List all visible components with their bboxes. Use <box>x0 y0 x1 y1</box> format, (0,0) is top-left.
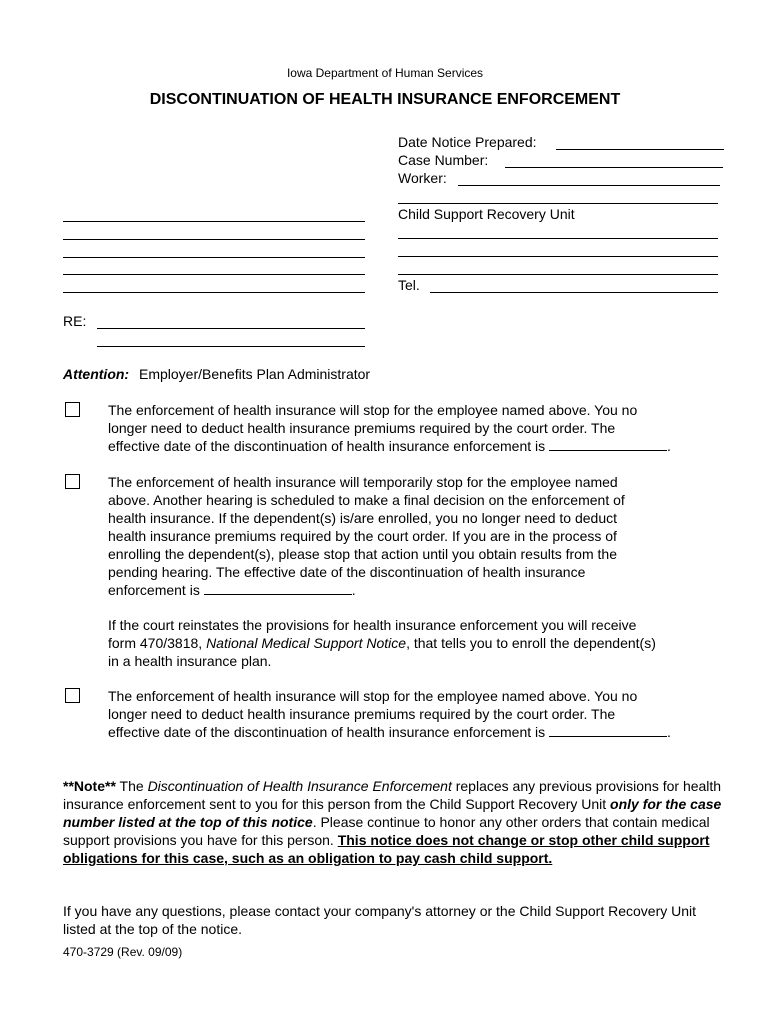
form-title: DISCONTINUATION OF HEALTH INSURANCE ENFORCEMENT <box>149 91 621 108</box>
option-2-checkbox[interactable] <box>65 474 80 489</box>
reinstate-line: in a health insurance plan. <box>108 653 272 669</box>
note-paragraph: **Note** The Discontinuation of Health Insurance Enforcement replaces any previous provisions for health insurance enforcement sent to you for this person from the Child Support Recovery Unit only for the case number listed at the top of this notice. Please continue to honor any other orders that contain medical support provisions you have for this person. This notice does not change or stop other child support obligations for this case, such as an obligation to pay cash child support. <box>63 778 722 866</box>
option-1-line: longer need to deduct health insurance premiums required by the court order. The <box>108 420 616 436</box>
option-1-checkbox[interactable] <box>65 402 80 417</box>
reinstate-line: If the court reinstates the provisions for health insurance enforcement you will receive <box>108 617 637 633</box>
attention-row <box>63 366 370 382</box>
date-notice-prepared-line[interactable] <box>556 149 724 150</box>
note-emphasis: This notice does not change or stop other child support obligations for this case, such as an obligation to pay cash child support. <box>63 832 710 866</box>
employer-address-line-3[interactable] <box>63 257 365 258</box>
date-notice-prepared-label: Date Notice Prepared: <box>398 134 537 150</box>
unit-address-line-2[interactable] <box>398 256 718 257</box>
case-number-line[interactable] <box>505 167 723 168</box>
option-2-line: health insurance. If the dependent(s) is/are enrolled, you no longer need to deduct <box>108 510 618 526</box>
option-3-line: longer need to deduct health insurance premiums required by the court order. The <box>108 706 616 722</box>
worker-line-2[interactable] <box>398 203 718 204</box>
attention-label: Attention: <box>63 366 130 382</box>
option-1-line: The enforcement of health insurance will stop for the employee named above. You no <box>108 402 638 418</box>
option-2-line: The enforcement of health insurance will temporarily stop for the employee named <box>108 474 618 490</box>
re-line-2[interactable] <box>97 346 365 347</box>
option-2-text <box>108 473 748 599</box>
tel-line[interactable] <box>430 292 718 293</box>
option-3-date-row: effective date of the discontinuation of health insurance enforcement is . <box>108 724 671 740</box>
form-number: 470-3729 (Rev. 09/09) <box>63 945 183 959</box>
option-3-date-blank[interactable] <box>549 723 667 737</box>
option-1-date-blank[interactable] <box>549 437 667 451</box>
re-label: RE: <box>63 313 87 329</box>
option-1-date-row: effective date of the discontinuation of health insurance enforcement is . <box>108 438 671 454</box>
questions-paragraph: If you have any questions, please contact your company's attorney or the Child Support Recovery Unit listed at the top of the notice. <box>63 903 697 937</box>
case-number-label: Case Number: <box>398 152 489 168</box>
option-2-date-row: enforcement is . <box>108 582 356 598</box>
employer-address-line-5[interactable] <box>63 292 365 293</box>
option-2-line: pending hearing. The effective date of the discontinuation of health insurance <box>108 564 586 580</box>
option-3-text <box>108 687 748 741</box>
option-3-checkbox[interactable] <box>65 688 80 703</box>
tel-label: Tel. <box>398 277 420 293</box>
option-2-line: health insurance premiums required by the court order. If you are in the process of <box>108 528 617 544</box>
agency-name: Iowa Department of Human Services <box>286 66 484 80</box>
option-3-line: The enforcement of health insurance will stop for the employee named above. You no <box>108 688 638 704</box>
reinstate-text <box>108 616 748 670</box>
worker-label: Worker: <box>398 170 447 186</box>
unit-address-line-3[interactable] <box>398 274 718 275</box>
re-line-1[interactable] <box>97 328 365 329</box>
worker-line[interactable] <box>458 185 720 186</box>
option-2-line: enforcement is <box>108 582 200 598</box>
option-1-text <box>108 401 748 455</box>
employer-address-line-4[interactable] <box>63 274 365 275</box>
reinstate-line-2: form 470/3818, National Medical Support Notice, that tells you to enroll the dependent(s) <box>108 635 656 651</box>
option-3-line: effective date of the discontinuation of health insurance enforcement is <box>108 724 546 740</box>
employer-address-line-2[interactable] <box>63 239 365 240</box>
form-reference: National Medical Support Notice <box>206 635 407 651</box>
option-2-line: above. Another hearing is scheduled to make a final decision on the enforcement of <box>108 492 625 508</box>
option-2-date-blank[interactable] <box>204 581 352 595</box>
unit-label: Child Support Recovery Unit <box>398 206 575 222</box>
option-1-line: effective date of the discontinuation of health insurance enforcement is <box>108 438 546 454</box>
option-2-line: enrolling the dependent(s), please stop that action until you obtain results from the <box>108 546 617 562</box>
note-prefix: **Note** <box>63 778 116 794</box>
employer-address-line-1[interactable] <box>63 221 365 222</box>
unit-address-line-1[interactable] <box>398 238 718 239</box>
attention-value: Employer/Benefits Plan Administrator <box>138 366 371 382</box>
